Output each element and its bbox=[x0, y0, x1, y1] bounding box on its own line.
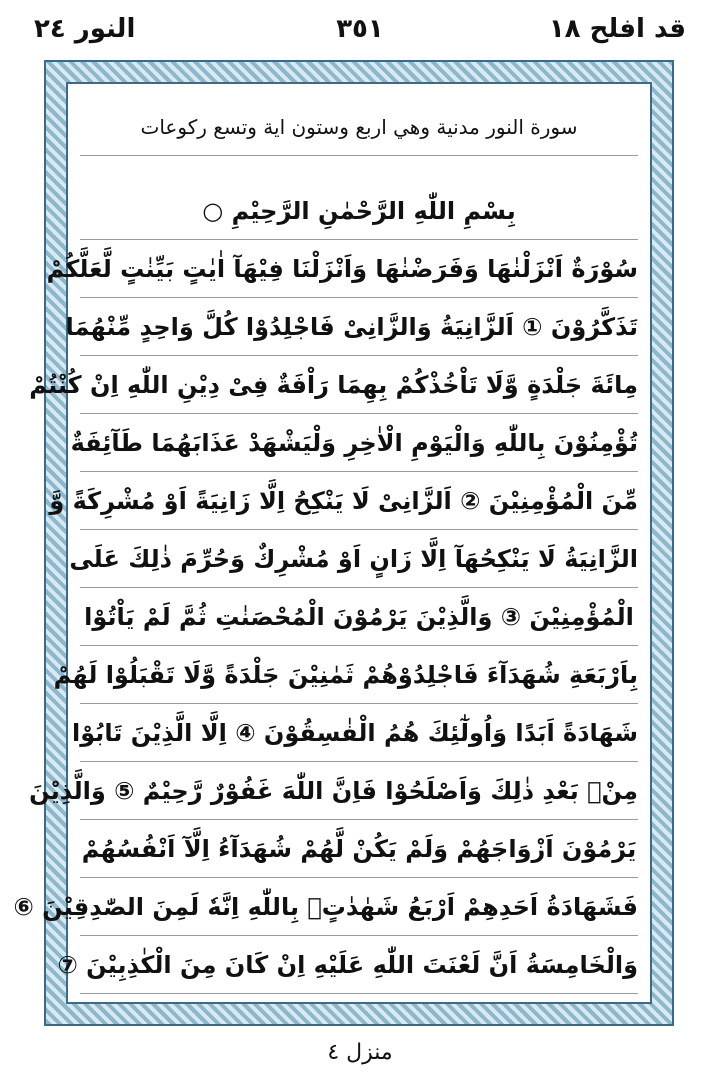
line-1: بِسْمِ اللّٰهِ الرَّحْمٰنِ الرَّحِیْمِ ○ bbox=[80, 182, 638, 240]
line-2: سُوْرَةٌ اَنْزَلْنٰهَا وَفَرَضْنٰهَا وَاَنْزَلْنَا فِیْهَآ اٰیٰتٍ بَیِّنٰتٍ لَّعَلَّكُمْ bbox=[80, 240, 638, 298]
surah-name: النور ٢٤ bbox=[34, 14, 136, 44]
manzil-label: منزل ٤ bbox=[327, 1040, 393, 1065]
surah-title: سورة النور مدنية وهي اربع وستون اية وتسع ركوعات bbox=[80, 98, 638, 156]
line-7: الزَّانِیَةُ لَا یَنْكِحُهَآ اِلَّا زَانٍ اَوْ مُشْرِكٌ وَحُرِّمَ ذٰلِكَ عَلَى bbox=[80, 530, 638, 588]
line-5: تُؤْمِنُوْنَ بِاللّٰهِ وَالْیَوْمِ الْاٰخِرِ وَلْیَشْهَدْ عَذَابَهُمَا طَآئِفَةٌ bbox=[80, 414, 638, 472]
page-number: ٣٥١ bbox=[336, 14, 384, 44]
line-9: بِاَرْبَعَةِ شُهَدَآءَ فَاجْلِدُوْهُمْ ثَمٰنِیْنَ جَلْدَةً وَّلَا تَقْبَلُوْا لَهُمْ bbox=[80, 646, 638, 704]
text-area bbox=[13, 82, 652, 1004]
line-14: وَالْخَامِسَةُ اَنَّ لَعْنَتَ اللّٰهِ عَلَیْهِ اِنْ كَانَ مِنَ الْكٰذِبِیْنَ ⑦ bbox=[80, 936, 638, 994]
line-10: شَهَادَةً اَبَدًا وَاُولٰٓئِكَ هُمُ الْفٰسِقُوْنَ ④ اِلَّا الَّذِیْنَ تَابُوْا bbox=[80, 704, 638, 762]
line-3: تَذَكَّرُوْنَ ① اَلزَّانِیَةُ وَالزَّانِیْ فَاجْلِدُوْا كُلَّ وَاحِدٍ مِّنْهُمَا bbox=[80, 298, 638, 356]
page-frame bbox=[13, 60, 674, 1026]
line-11: مِنْۢ بَعْدِ ذٰلِكَ وَاَصْلَحُوْا فَاِنَّ اللّٰهَ غَفُوْرٌ رَّحِیْمٌ ⑤ وَالَّذِیْنَ bbox=[80, 762, 638, 820]
juz-name: قد افلح ١٨ bbox=[548, 14, 686, 44]
line-6: مِّنَ الْمُؤْمِنِیْنَ ② اَلزَّانِیْ لَا یَنْكِحُ اِلَّا زَانِیَةً اَوْ مُشْرِكَةً وَّ bbox=[80, 472, 638, 530]
line-12: یَرْمُوْنَ اَزْوَاجَهُمْ وَلَمْ یَكُنْ لَّهُمْ شُهَدَآءُ اِلَّآ اَنْفُسُهُمْ bbox=[80, 820, 638, 878]
line-8: الْمُؤْمِنِیْنَ ③ وَالَّذِیْنَ یَرْمُوْنَ الْمُحْصَنٰتِ ثُمَّ لَمْ یَاْتُوْا bbox=[80, 588, 638, 646]
line-4: مِائَةَ جَلْدَةٍ وَّلَا تَاْخُذْكُمْ بِهِمَا رَاْفَةٌ فِیْ دِیْنِ اللّٰهِ اِنْ كُنْتُمْ bbox=[80, 356, 638, 414]
line-13: فَشَهَادَةُ اَحَدِهِمْ اَرْبَعُ شَهٰدٰتٍۭ بِاللّٰهِ اِنَّهٗ لَمِنَ الصّٰدِقِیْنَ ⑥ bbox=[80, 878, 638, 936]
